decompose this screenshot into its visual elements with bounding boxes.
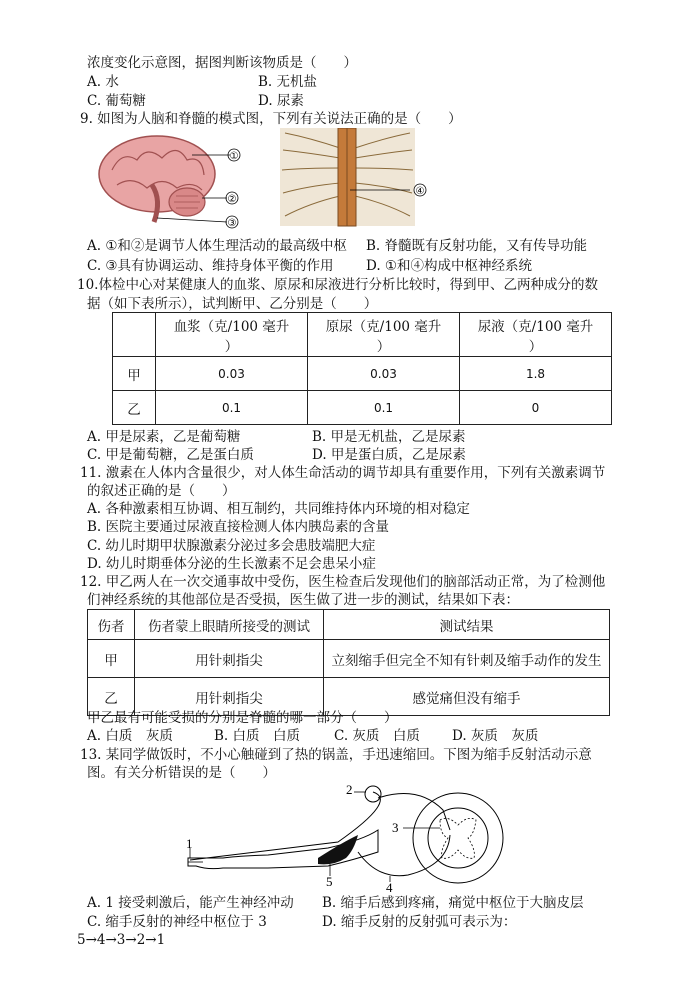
label-5: 5 xyxy=(326,874,333,889)
q10-row-label: 甲 xyxy=(113,357,156,391)
q8-option-d: D. 尿素 xyxy=(258,93,304,109)
q12-stem-line-2: 们神经系统的其他部位是否受损，医生做了进一步的测试，结果如下表： xyxy=(87,592,519,608)
q12-cell: 感觉痛但没有缩手 xyxy=(324,678,610,716)
q12-option-b: B. 白质 白质 xyxy=(214,728,301,744)
label-1: ① xyxy=(229,151,239,162)
label-1: 1 xyxy=(186,836,193,851)
q13-stem-line-1: 13. 某同学做饭时，不小心触碰到了热的锅盖，手迅速缩回。下图为缩手反射活动示意 xyxy=(80,747,592,763)
q12-option-c: C. 灰质 白质 xyxy=(334,728,420,744)
q10-stem-line-1: 10.体检中心对某健康人的血浆、原尿和尿液进行分析比较时，得到甲、乙两种成分的数 xyxy=(77,277,598,293)
label-3: ③ xyxy=(227,218,237,229)
q10-cell: 1.8 xyxy=(460,357,612,391)
q11-option-c: C. 幼儿时期甲状腺激素分泌过多会患肢端肥大症 xyxy=(87,538,376,554)
q9-option-c: C. ③具有协调运动、维持身体平衡的作用 xyxy=(87,258,334,274)
q12-row-label: 甲 xyxy=(88,640,135,678)
q9-option-b: B. 脊髓既有反射功能，又有传导功能 xyxy=(366,238,588,254)
q10-option-d: D. 甲是蛋白质，乙是尿素 xyxy=(312,447,466,463)
q13-option-d: D. 缩手反射的反射弧可表示为： xyxy=(322,914,517,930)
q10-row-label: 乙 xyxy=(113,391,156,425)
q12-header-injured: 伤者 xyxy=(88,610,135,640)
label-3: 3 xyxy=(392,820,399,835)
q12-row-label: 乙 xyxy=(88,678,135,716)
label-4: ④ xyxy=(415,186,425,197)
q13-option-d-continuation: 5→4→3→2→1 xyxy=(77,932,166,948)
q8-stem-line: 浓度变化示意图，据图判断该物质是（ ） xyxy=(87,55,357,71)
q10-cell: 0 xyxy=(460,391,612,425)
q10-cell: 0.03 xyxy=(156,357,308,391)
q12-header-test: 伤者蒙上眼睛所接受的测试 xyxy=(135,610,324,640)
spinal-cord-diagram xyxy=(280,128,430,228)
q13-option-a: A. 1 接受刺激后，能产生神经冲动 xyxy=(87,895,294,911)
q9-option-d: D. ①和④构成中枢神经系统 xyxy=(366,258,533,274)
q12-header-result: 测试结果 xyxy=(324,610,610,640)
q10-header-primary-urine: 原尿（克/100 毫升 ） xyxy=(308,313,460,357)
q11-stem-line-1: 11. 激素在人体内含量很少，对人体生命活动的调节却具有重要作用，下列有关激素调节 xyxy=(80,465,606,481)
label-2: 2 xyxy=(346,782,353,797)
q10-cell: 0.1 xyxy=(156,391,308,425)
q10-table xyxy=(112,312,612,425)
q8-option-c: C. 葡萄糖 xyxy=(87,93,146,109)
q11-option-d: D. 幼儿时期垂体分泌的生长激素不足会患呆小症 xyxy=(87,556,376,572)
reflex-arc-diagram xyxy=(178,780,523,892)
q11-option-a: A. 各种激素相互协调、相互制约，共同维持体内环境的相对稳定 xyxy=(87,501,470,517)
q10-header-blank xyxy=(113,313,156,357)
q12-option-a: A. 白质 灰质 xyxy=(87,728,173,744)
q10-header-urine: 尿液（克/100 毫升 ） xyxy=(460,313,612,357)
q10-option-b: B. 甲是无机盐，乙是尿素 xyxy=(312,429,466,445)
q13-option-b: B. 缩手后感到疼痛，痛觉中枢位于大脑皮层 xyxy=(322,895,584,911)
q10-cell: 0.1 xyxy=(308,391,460,425)
q13-option-c: C. 缩手反射的神经中枢位于 3 xyxy=(87,914,267,930)
q12-question: 甲乙最有可能受损的分别是脊髓的哪一部分（ ） xyxy=(87,710,398,726)
q8-option-a: A. 水 xyxy=(87,74,119,90)
q12-cell: 用针刺指尖 xyxy=(135,678,324,716)
q12-cell: 立刻缩手但完全不知有针刺及缩手动作的发生 xyxy=(324,640,610,678)
q10-cell: 0.03 xyxy=(308,357,460,391)
q10-option-a: A. 甲是尿素，乙是葡萄糖 xyxy=(87,429,241,445)
label-4: 4 xyxy=(386,880,393,892)
q12-cell: 用针刺指尖 xyxy=(135,640,324,678)
q10-stem-line-2: 据（如下表所示），试判断甲、乙分别是（ ） xyxy=(87,296,378,312)
q9-option-a: A. ①和②是调节人体生理活动的最高级中枢 xyxy=(87,238,347,254)
q12-table xyxy=(87,609,610,716)
q11-option-b: B. 医院主要通过尿液直接检测人体内胰岛素的含量 xyxy=(87,519,390,535)
label-2: ② xyxy=(227,194,237,205)
brain-diagram xyxy=(92,130,262,230)
q8-option-b: B. 无机盐 xyxy=(258,74,318,90)
q13-stem-line-2: 图。有关分析错误的是（ ） xyxy=(87,765,276,781)
q10-option-c: C. 甲是葡萄糖，乙是蛋白质 xyxy=(87,447,254,463)
q11-stem-line-2: 的叙述正确的是（ ） xyxy=(87,483,236,499)
q12-option-d: D. 灰质 灰质 xyxy=(452,728,539,744)
q10-header-plasma: 血浆（克/100 毫升 ） xyxy=(156,313,308,357)
q9-stem: 9. 如图为人脑和脊髓的模式图，下列有关说法正确的是（ ） xyxy=(80,111,462,127)
q12-stem-line-1: 12. 甲乙两人在一次交通事故中受伤，医生检查后发现他们的脑部活动正常，为了检测他 xyxy=(80,574,606,590)
